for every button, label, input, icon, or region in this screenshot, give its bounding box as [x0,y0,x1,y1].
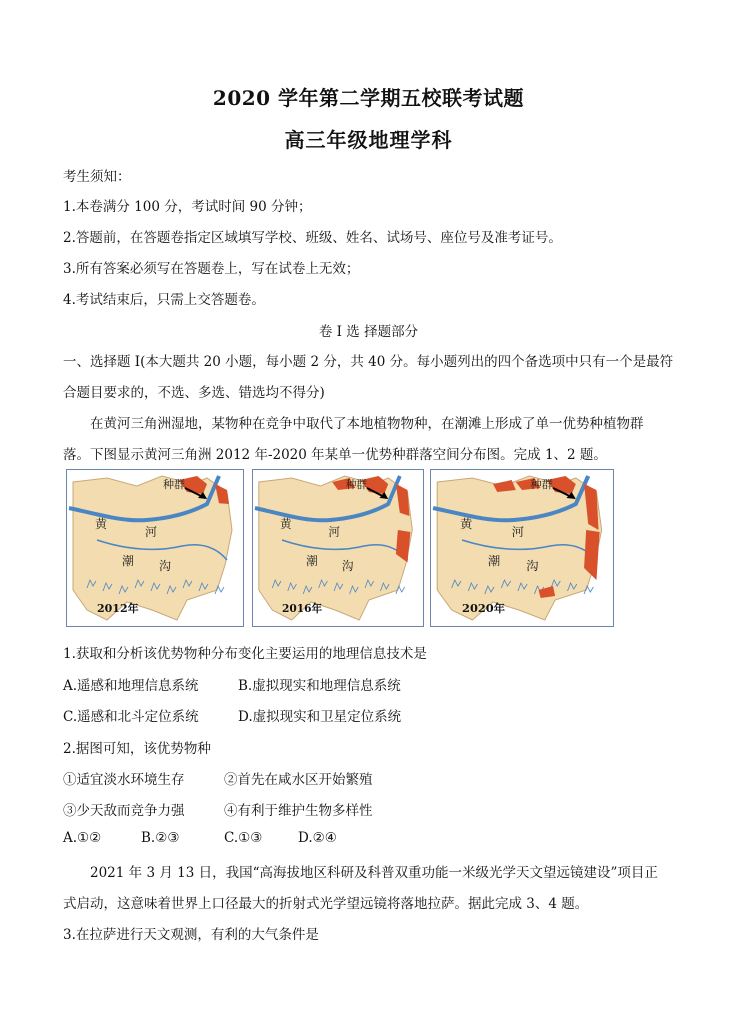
map-label: 河 [145,525,158,539]
map-label: 种群 [345,477,367,492]
section-intro: 一、选择题 I(本大题共 20 小题，每小题 2 分，共 40 分。每小题列出的四个备选项中只有一个是最符 [63,354,674,370]
question-1-stem: 1.获取和分析该优势物种分布变化主要运用的地理信息技术是 [63,646,427,662]
map-year-label: 2020年 [462,601,506,615]
map-year-label: 2016年 [281,601,323,616]
q2-statement-2: ②首先在咸水区开始繁殖 [224,772,373,788]
map-label: 沟 [526,559,539,573]
q2-option-d[interactable]: D.②④ [298,830,337,846]
notice-item: 3.所有答案必须写在答题卷上，写在试卷上无效； [63,261,360,277]
question-3-stem: 3.在拉萨进行天文观测，有利的大气条件是 [63,927,319,943]
notice-item: 1.本卷满分 100 分，考试时间 90 分钟； [63,199,312,215]
map-label: 潮 [122,554,135,568]
map-label: 种群 [530,478,554,491]
map-label: 潮 [306,553,318,569]
passage-text: 在黄河三角洲湿地，某物种在竞争中取代了本地植物物种，在潮滩上形成了单一优势种植物群 [90,416,644,432]
map-panel-2020 [430,469,614,627]
q1-option-b[interactable]: B.虚拟现实和地理信息系统 [238,678,401,694]
q1-option-a[interactable]: A.遥感和地理信息系统 [63,678,199,694]
section-intro: 合题目要求的，不选、多选、错选均不得分) [63,385,325,401]
map-svg [431,470,612,625]
notice-item: 4.考试结束后，只需上交答题卷。 [63,292,265,308]
passage-text: 2021 年 3 月 13 日，我国“高海拔地区科研及科普双重功能一米级光学天文望远镜建设”项目正 [90,865,658,881]
q2-option-c[interactable]: C.①③ [224,830,263,846]
map-label: 黄 [280,516,292,532]
notice-item: 2.答题前，在答题卷指定区域填写学校、班级、姓名、试场号、座位号及准考证号。 [63,230,562,246]
q2-statement-1: ①适宜淡水环境生存 [63,772,185,788]
map-label: 黄 [95,517,108,531]
map-label: 黄 [459,517,473,531]
passage-text: 式启动，这意味着世界上口径最大的折射式光学望远镜将落地拉萨。据此完成 3、4 题。 [63,896,589,912]
map-svg [253,470,422,625]
passage-text: 落。下图显示黄河三角洲 2012 年-2020 年某单一优势种群落空间分布图。完成 1、2 题。 [63,447,607,463]
map-label: 潮 [487,554,501,568]
map-year-label: 2012年 [97,602,139,615]
exam-subject: 高三年级地理学科 [284,128,453,152]
map-label: 沟 [159,559,172,573]
map-panel-2016 [252,469,424,627]
map-label: 种群 [163,478,185,491]
section-title: 卷 I 选 择题部分 [318,324,419,340]
q2-statement-3: ③少天敌而竞争力强 [63,803,185,819]
q2-statement-4: ④有利于维护生物多样性 [224,803,373,819]
exam-title: 2020 学年第二学期五校联考试题 [212,86,525,110]
q2-option-b[interactable]: B.②③ [141,830,180,846]
notice-heading: 考生须知： [63,169,131,185]
map-label: 沟 [341,558,354,574]
species-distribution-figure [66,469,614,629]
map-label: 河 [511,525,525,539]
q1-option-d[interactable]: D.虚拟现实和卫星定位系统 [238,709,402,725]
map-label: 河 [328,524,340,540]
q2-option-a[interactable]: A.①② [63,830,102,846]
map-svg [67,470,242,625]
q1-option-c[interactable]: C.遥感和北斗定位系统 [63,709,199,725]
map-panel-2012 [66,469,244,627]
question-2-stem: 2.据图可知，该优势物种 [63,741,211,757]
species-patch [493,480,516,492]
